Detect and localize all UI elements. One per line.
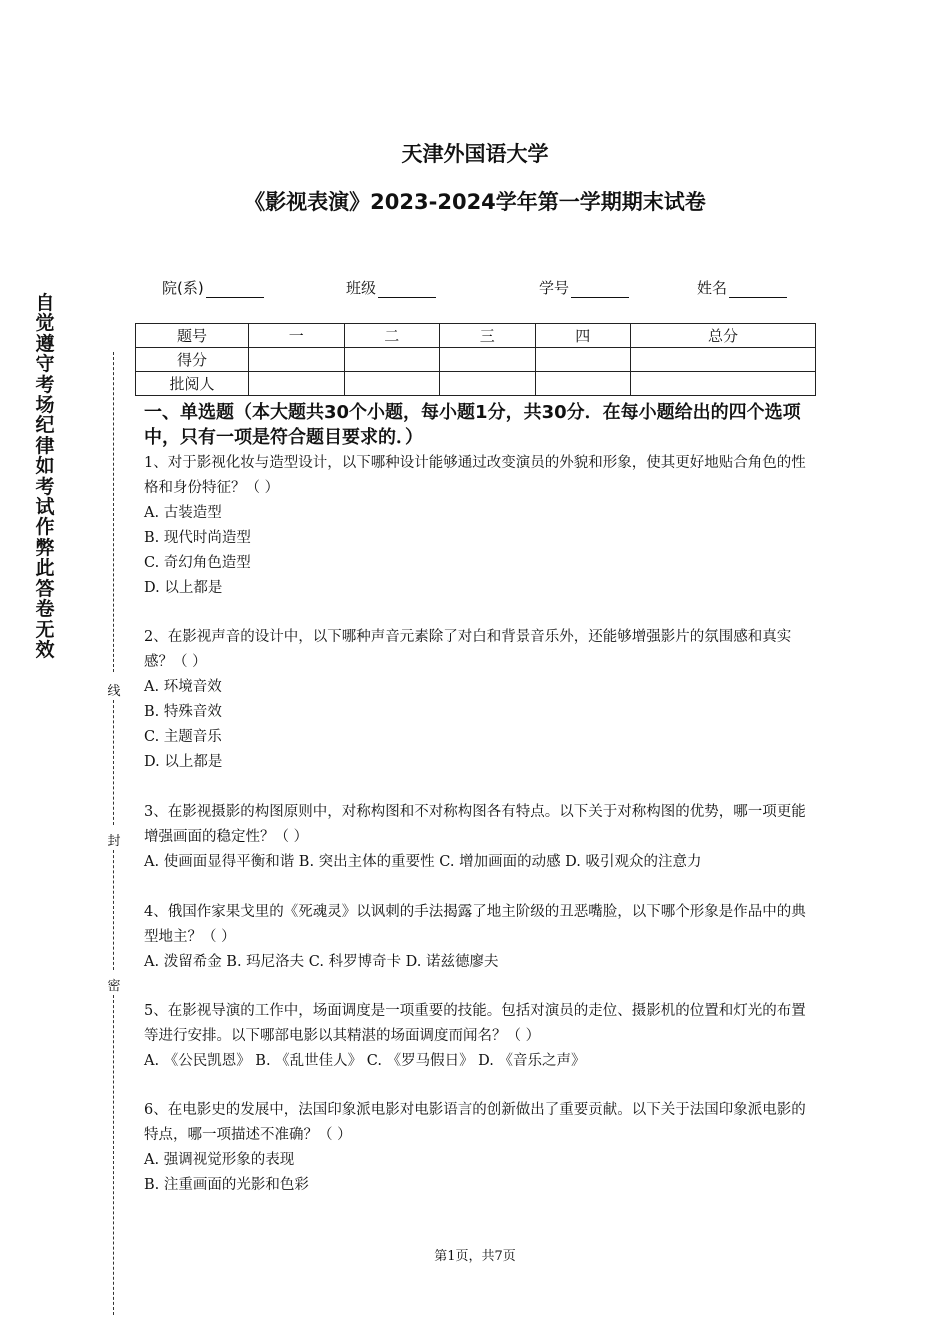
option-c[interactable]: C. 主题音乐 <box>144 729 222 745</box>
student-id-blank[interactable] <box>571 281 629 298</box>
grader-cell[interactable] <box>344 372 440 396</box>
option-d[interactable]: D. 以上都是 <box>144 754 223 770</box>
score-table-col-3: 三 <box>440 324 536 348</box>
class-label: 班级 <box>346 279 377 297</box>
section-heading: 一、单选题（本大题共30个小题，每小题1分，共30分．在每小题给出的四个选项中，只有一项是符合题目要求的．） <box>144 402 801 448</box>
question-stem: 4、俄国作家果戈里的《死魂灵》以讽刺的手法揭露了地主阶级的丑恶嘴脸，以下哪个形象是作品中的典型地主？（ ） <box>144 904 806 945</box>
grader-cell[interactable] <box>535 372 631 396</box>
question-stem: 3、在影视摄影的构图原则中，对称构图和不对称构图各有特点。以下关于对称构图的优势，哪一项更能增强画面的稳定性？（ ） <box>144 804 806 845</box>
binding-secret-label: 密 <box>107 975 121 994</box>
option-b[interactable]: B. 注重画面的光影和色彩 <box>144 1177 309 1193</box>
name-field <box>697 277 787 298</box>
score-cell[interactable] <box>535 348 631 372</box>
name-blank[interactable] <box>729 281 787 298</box>
student-id-label: 学号 <box>539 279 570 297</box>
name-label: 姓名 <box>697 279 728 297</box>
binding-seal-label: 封 <box>107 830 121 849</box>
grader-cell[interactable] <box>631 372 816 396</box>
question-2 <box>144 625 819 775</box>
binding-dashed-line <box>113 995 114 1315</box>
question-1 <box>144 451 819 601</box>
page-number: 第1页，共7页 <box>434 1249 516 1264</box>
question-5 <box>144 999 819 1074</box>
class-field <box>346 277 436 298</box>
question-stem: 2、在影视声音的设计中，以下哪种声音元素除了对白和背景音乐外，还能够增强影片的氛围感和真实感？（ ） <box>144 629 792 670</box>
binding-line-label: 线 <box>107 680 121 699</box>
side-warning-text: 自觉遵守考场纪律如考试作弊此答卷无效 <box>35 292 55 661</box>
question-stem: 5、在影视导演的工作中，场面调度是一项重要的技能。包括对演员的走位、摄影机的位置和灯光的布置等进行安排。以下哪部电影以其精湛的场面调度而闻名？（ ） <box>144 1003 806 1044</box>
option-b[interactable]: B. 现代时尚造型 <box>144 530 251 546</box>
score-table-col-4: 四 <box>535 324 631 348</box>
dept-field <box>162 277 264 298</box>
score-table-row <box>136 372 816 396</box>
student-id-field <box>539 277 629 298</box>
question-4 <box>144 900 819 975</box>
grader-cell[interactable] <box>249 372 345 396</box>
option-a[interactable]: A. 古装造型 <box>144 505 222 521</box>
dept-blank[interactable] <box>206 281 264 298</box>
binding-dashed-line <box>113 352 114 672</box>
grader-row-label: 批阅人 <box>136 372 249 396</box>
dept-label: 院(系) <box>162 279 204 297</box>
score-table-header-row <box>136 324 816 348</box>
score-cell[interactable] <box>249 348 345 372</box>
option-d[interactable]: D. 以上都是 <box>144 580 223 596</box>
school-title: 天津外国语大学 <box>401 142 549 166</box>
option-b[interactable]: B. 特殊音效 <box>144 704 222 720</box>
option-c[interactable]: C. 奇幻角色造型 <box>144 555 251 571</box>
question-options[interactable]: A. 《公民凯恩》 B. 《乱世佳人》 C. 《罗马假日》 D. 《音乐之声》 <box>144 1053 586 1069</box>
score-row-label: 得分 <box>136 348 249 372</box>
score-cell[interactable] <box>344 348 440 372</box>
score-table-row <box>136 348 816 372</box>
question-options[interactable]: A. 泼留希金 B. 玛尼洛夫 C. 科罗博奇卡 D. 诺兹德廖夫 <box>144 954 499 970</box>
question-options[interactable]: A. 使画面显得平衡和谐 B. 突出主体的重要性 C. 增加画面的动感 D. 吸引观众的注意力 <box>144 854 702 870</box>
binding-dashed-line <box>113 700 114 825</box>
grader-cell[interactable] <box>440 372 536 396</box>
score-table-col-2: 二 <box>344 324 440 348</box>
exam-title: 《影视表演》2023-2024学年第一学期期末试卷 <box>244 190 706 214</box>
score-table <box>135 323 816 396</box>
score-cell[interactable] <box>440 348 536 372</box>
class-blank[interactable] <box>378 281 436 298</box>
option-a[interactable]: A. 环境音效 <box>144 679 222 695</box>
question-3 <box>144 800 819 875</box>
score-table-col-header: 题号 <box>136 324 249 348</box>
option-a[interactable]: A. 强调视觉形象的表现 <box>144 1152 295 1168</box>
question-6 <box>144 1098 819 1198</box>
question-stem: 1、对于影视化妆与造型设计，以下哪种设计能够通过改变演员的外貌和形象，使其更好地贴合角色的性格和身份特征？（ ） <box>144 455 806 496</box>
score-table-col-total: 总分 <box>631 324 816 348</box>
score-cell[interactable] <box>631 348 816 372</box>
question-stem: 6、在电影史的发展中，法国印象派电影对电影语言的创新做出了重要贡献。以下关于法国印象派电影的特点，哪一项描述不准确？（ ） <box>144 1102 806 1143</box>
score-table-col-1: 一 <box>249 324 345 348</box>
binding-dashed-line <box>113 850 114 970</box>
